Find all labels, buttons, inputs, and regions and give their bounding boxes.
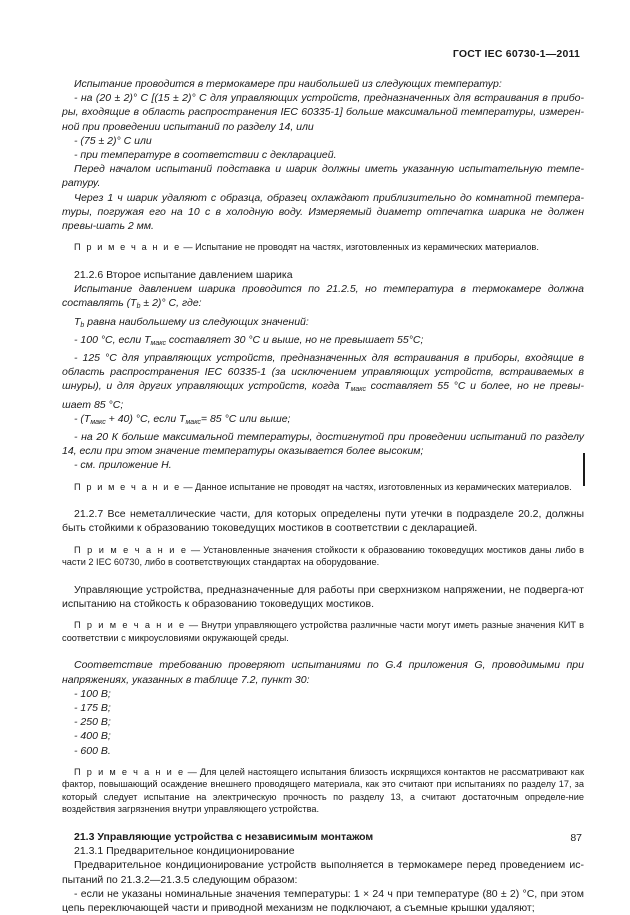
list-item: - 250 В; (74, 716, 111, 729)
note-text: — Данное испытание не проводят на частях, изготовленных из керамических материалов. (180, 481, 572, 492)
paragraph: - на (20 ± 2)° С [(15 ± 2)° С для управляющих устройств, предназначенных для встраивания в прибо-ры, входящие в область распространения IEC 60335-1] больше максимальной температуры, измерен-ной при проведении испытаний по разделу 14, или (62, 92, 584, 133)
paragraph: - если не указаны номинальные значения температуры: 1 × 24 ч при температуре (80 ± 2) °С, при этом цепь переключающей части и приводной механизм не подключают, а съемные крышки удаляют; (62, 887, 584, 915)
subsection-heading: 21.3.1 Предварительное кондиционирование (74, 845, 295, 858)
list-item: - $(T_{макс} + 40)$ °С, если $T_{макс}= 85$ °С или выше; (74, 412, 291, 426)
note-label: П р и м е ч а н и е (74, 242, 181, 253)
paragraph: Испытание давлением шарика проводится по 21.2.5, но температура в термокамере должна составлять $(T_b \pm 2)^\circ$ С, где: (62, 283, 584, 311)
paragraph: Через 1 ч шарик удаляют с образца, образец охлаждают приблизительно до комнатной темпера-туры, погружая его на 10 с в холодную воду. Измеряемый диаметр отпечатка шарика не должен превы-шать 2 мм. (62, 191, 584, 233)
page-number: 87 (570, 832, 582, 844)
page-header: ГОСТ IEC 60730-1—2011 (452, 48, 580, 60)
note (62, 766, 584, 816)
note-text: — Внутри управляющего устройства различные части могут иметь разные значения КИТ в соответствии с микроусловиями окружающей среды. (62, 620, 584, 643)
note-label: П р и м е ч а н и е (74, 544, 188, 555)
paragraph: Перед началом испытаний подставка и шарик должны иметь указанную испытательную темпе-ратуру. (62, 163, 584, 190)
list-item: - 400 В; (74, 730, 111, 743)
paragraph: Управляющие устройства, предназначенные для работы при сверхнизком напряжении, не подверга-ют испытанию на стойкость к образованию токоведущих мостиков. (62, 583, 584, 611)
paragraph: - при температуре в соответствии с декларацией. (74, 149, 337, 162)
list-item: - 175 В; (74, 702, 111, 715)
note-label: П р и м е ч а н и е (74, 620, 186, 631)
page-content (62, 77, 584, 915)
list-item: - на 20 К больше максимальной температуры, достигнутой при проведении испытаний по разделу 14, если при этом значение температуры оказывается более высоким; (62, 430, 584, 458)
note (62, 481, 584, 494)
section-heading: 21.2.6 Второе испытание давлением шарика (74, 268, 293, 281)
note-label: П р и м е ч а н и е (74, 766, 185, 777)
note-label: П р и м е ч а н и е (74, 481, 181, 492)
list-item: - 100 °С, если $T_{макс}$ составляет 30 °С и выше, но не превышает 55°С; (74, 333, 424, 347)
paragraph: - (75 ± 2)° С или (74, 134, 152, 147)
change-bar (583, 453, 585, 486)
list-item: - 100 В; (74, 687, 111, 700)
paragraph: Соответствие требованию проверяют испытаниями по G.4 приложения G, проводимыми при напряжениях, указанных в таблице 7.2, пункт 30: (62, 659, 584, 686)
paragraph: Предварительное кондиционирование устройств выполняется в термокамере перед проведением ис-пытаний по 21.3.2—21.3.5 следующим образом: (62, 859, 584, 886)
note-text: — Испытание не проводят на частях, изготовленных из керамических материалов. (180, 242, 539, 253)
list-item: - 600 В. (74, 744, 111, 757)
paragraph: Испытание проводится в термокамере при наибольшей из следующих температур: (74, 78, 502, 90)
list-item: - 125 °С для управляющих устройств, предназначенных для встраивания в приборы, входящие в область распространения IEC 60335-1 (за исключением управляющих устройств, встраиваемых в шнуры), и для других управляющих устройств, когда $T_{макс}$ составляет 55 °С и более, но не превы-шает 85 °С; (62, 351, 584, 411)
note (62, 619, 584, 644)
section-heading: 21.3 Управляющие устройства с независимым монтажом (74, 831, 374, 844)
note-text: — Для целей настоящего испытания близость искрящихся контактов не рассматривают как фактор, повышающий осаждение внешнего проводящего материала, как это считают при испытаниях по разделу 17, за который следует испытание на электрическую прочность по разделу 13, а считают достаточным определе-ние воздействия загрязнения внутри управляющего устройства. (62, 766, 584, 815)
paragraph: 21.2.7 Все неметаллические части, для которых определены пути утечки в подразделе 20.2, должны быть стойкими к образованию токоведущих мостиков в соответствии с декларацией. (62, 508, 584, 535)
note (62, 544, 584, 569)
note-text: — Установленные значения стойкости к образованию токоведущих мостиков даны либо в части 2 IEC 60730, либо в соответствующих стандартах на оборудование. (62, 544, 584, 568)
list-item: - см. приложение Н. (74, 459, 172, 472)
paragraph: $T_b$ равна наибольшему из следующих значений: (74, 315, 309, 329)
note (62, 241, 584, 254)
